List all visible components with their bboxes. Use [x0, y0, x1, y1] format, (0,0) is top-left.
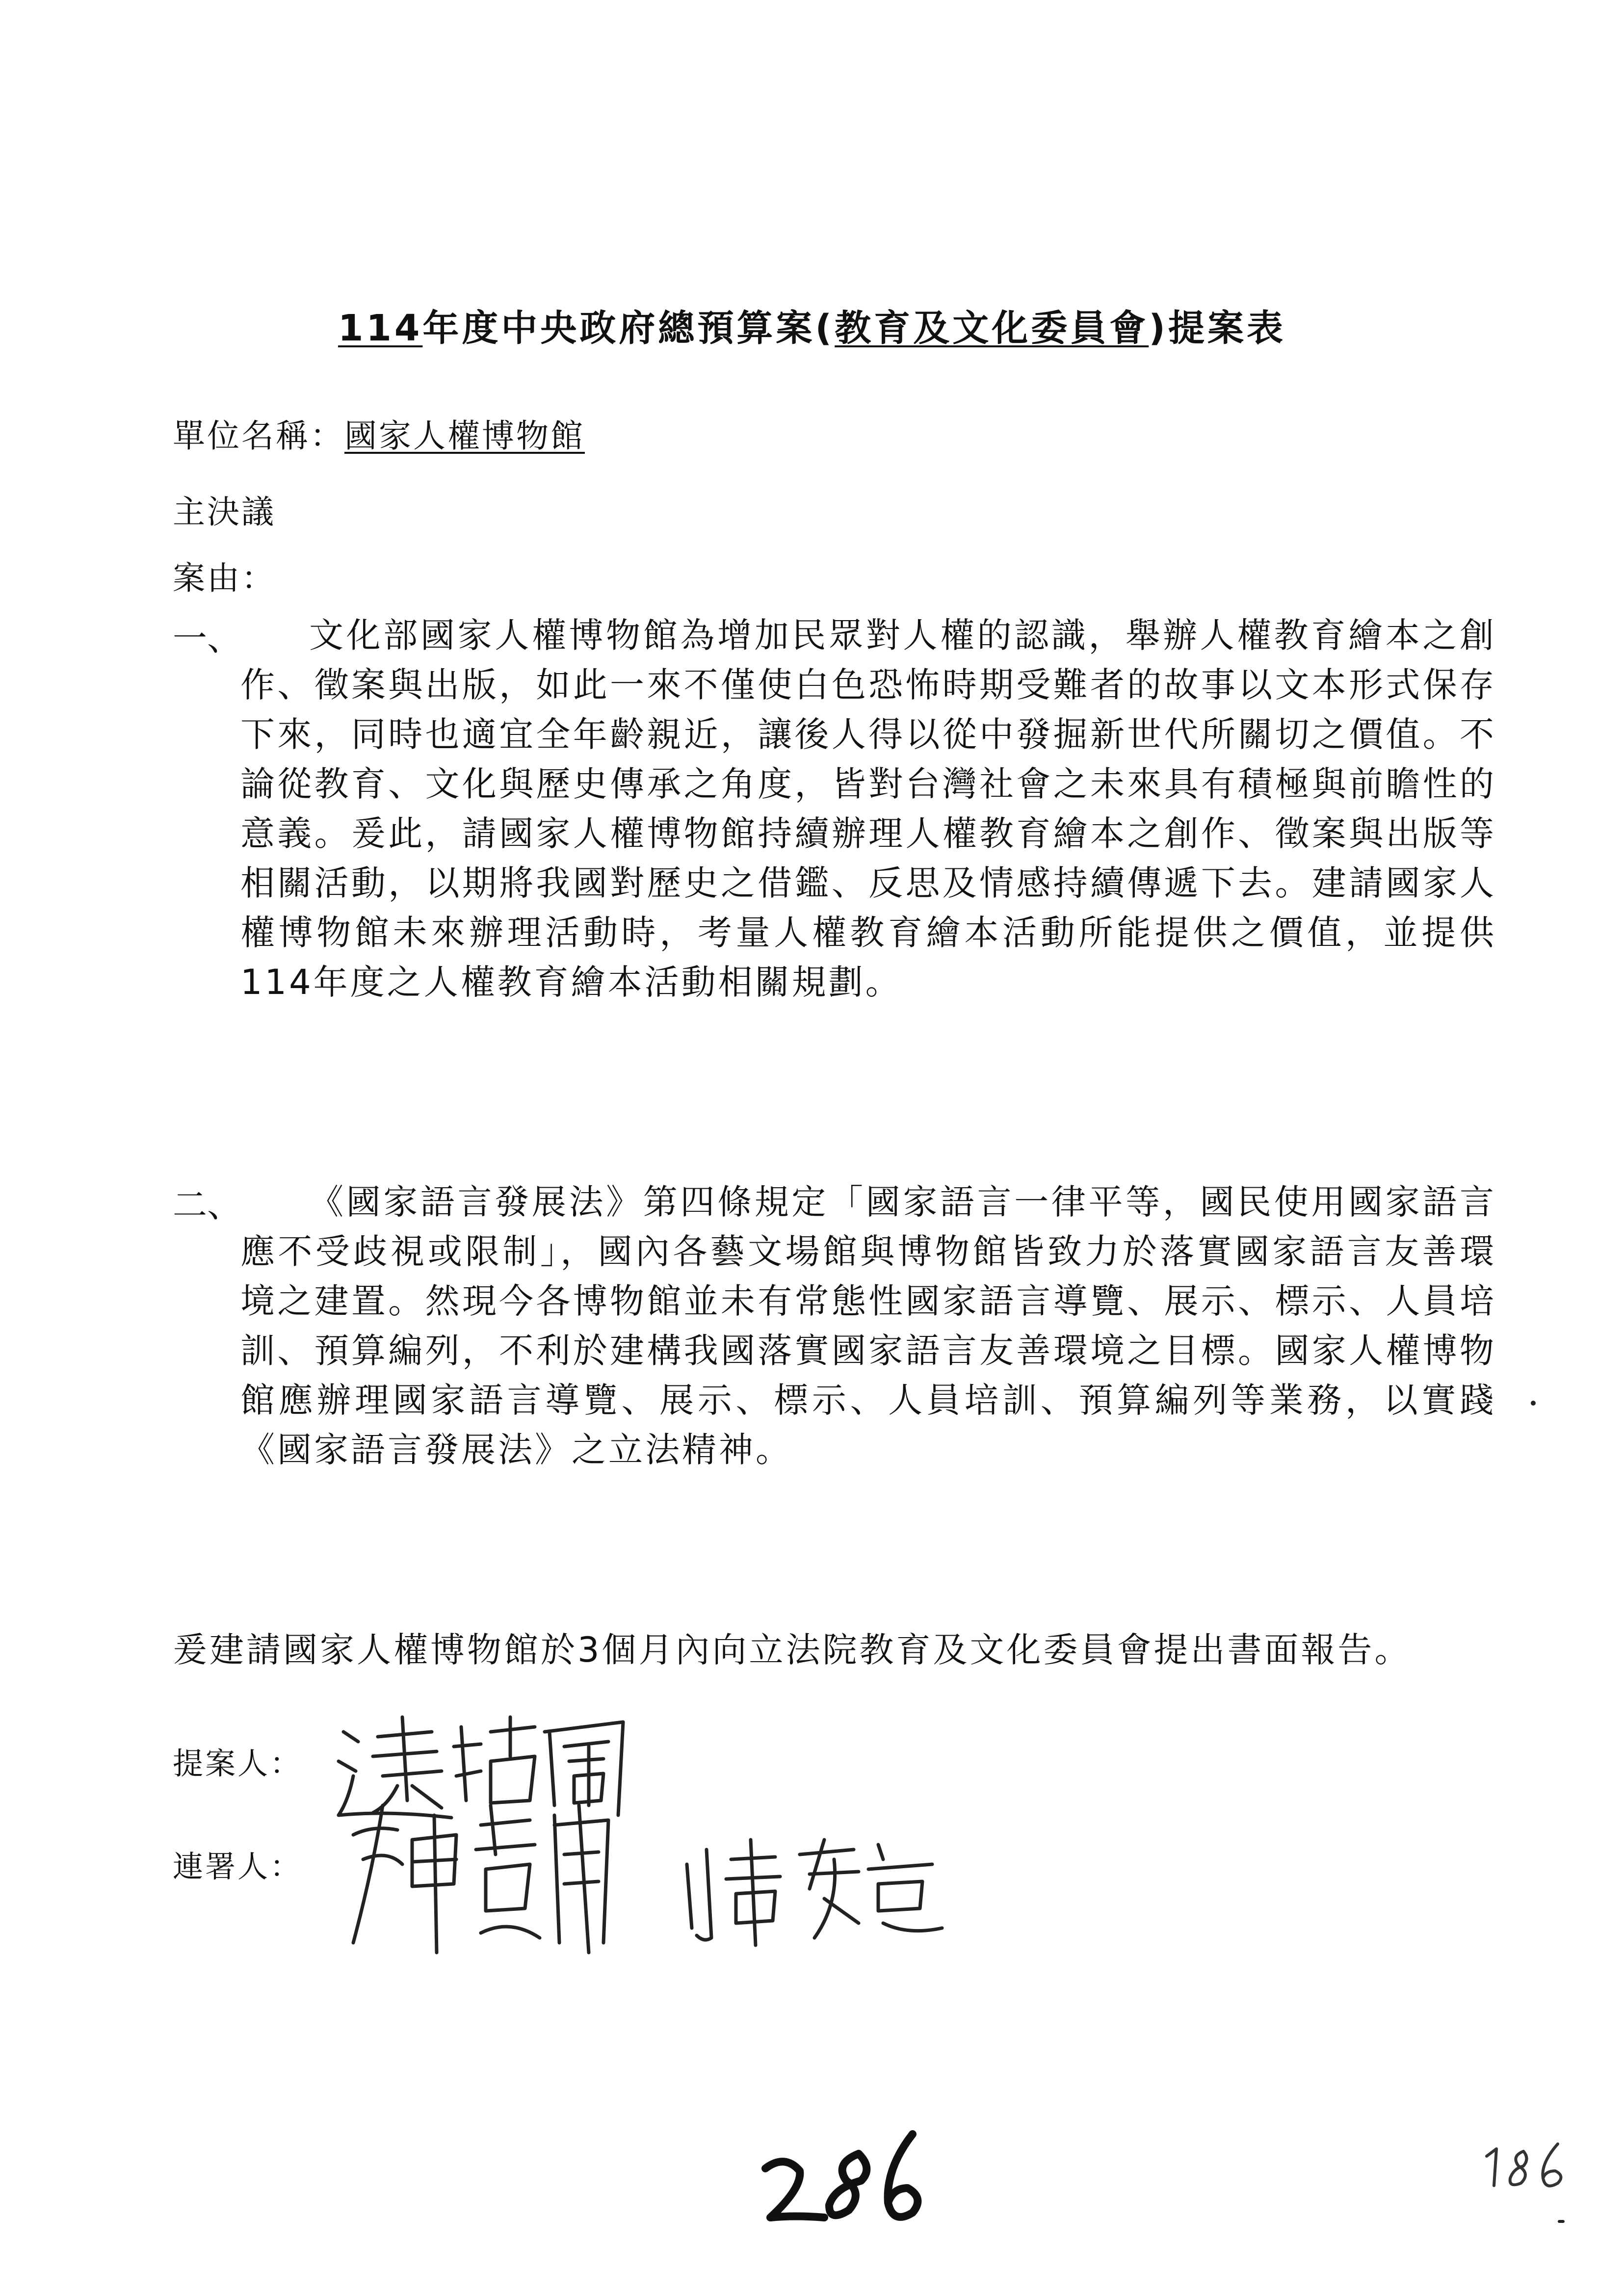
cosigner-signature-2 — [677, 1830, 952, 1948]
item-number: 二、 — [173, 1185, 241, 1225]
proposer-label: 提案人： — [173, 1746, 303, 1781]
item-text: 《國家語言發展法》第四條規定「國家語言一律平等，國民使用國家語言應不受歧視或限制」，國內各藝文場館與博物館皆致力於落實國家語言友善環境之建置。然現今各博物館並未有常態性國家語言導覽、展示、標示、人員培訓、預算編列，不利於建構我國落實國家語言友善環境之目標。國家人權博物館應辦理國家語言導覽、展示、標示、人員培訓、預算編列等業務，以實踐《國家語言發展法》之立法精神。 — [240, 1182, 1496, 1470]
reason-label: 案由： — [173, 559, 276, 597]
title-part1: 年度中央政府總預算案( — [422, 307, 835, 349]
scan-speck — [1531, 1401, 1536, 1406]
title-part2: )提案表 — [1149, 307, 1286, 349]
unit-name-label: 單位名稱： — [173, 417, 344, 455]
handwritten-page-number — [756, 2124, 942, 2234]
scan-speck — [1558, 2220, 1565, 2223]
main-resolution-label: 主決議 — [173, 493, 276, 531]
item-text: 文化部國家人權博物館為增加民眾對人權的認識，舉辦人權教育繪本之創作、徵案與出版，如此一來不僅使白色恐怖時期受難者的故事以文本形式保存下來，同時也適宜全年齡親近，讓後人得以從中發掘新世代所關切之價值。不論從教育、文化與歷史傳承之角度，皆對台灣社會之未來具有積極與前瞻性的意義。爰此，請國家人權博物館持續辦理人權教育繪本之創作、徵案與出版等相關活動，以期將我國對歷史之借鑑、反思及情感持續傳遞下去。建請國家人權博物館未來辦理活動時，考量人權教育繪本活動所能提供之價值，並提供114年度之人權教育繪本活動相關規劃。 — [240, 615, 1496, 1002]
handwritten-margin-number — [1477, 2137, 1575, 2197]
unit-name-row — [173, 410, 585, 456]
page-title — [0, 299, 1624, 351]
conclusion-paragraph: 爰建請國家人權博物館於3個月內向立法院教育及文化委員會提出書面報告。 — [173, 1630, 1412, 1670]
cosigner-signature-1 — [343, 1796, 628, 1957]
title-committee: 教育及文化委員會 — [835, 307, 1149, 349]
item-number: 一、 — [173, 618, 241, 658]
unit-name-value: 國家人權博物館 — [344, 417, 585, 455]
cosigner-label: 連署人： — [173, 1849, 303, 1884]
title-year: 114 — [338, 307, 423, 349]
